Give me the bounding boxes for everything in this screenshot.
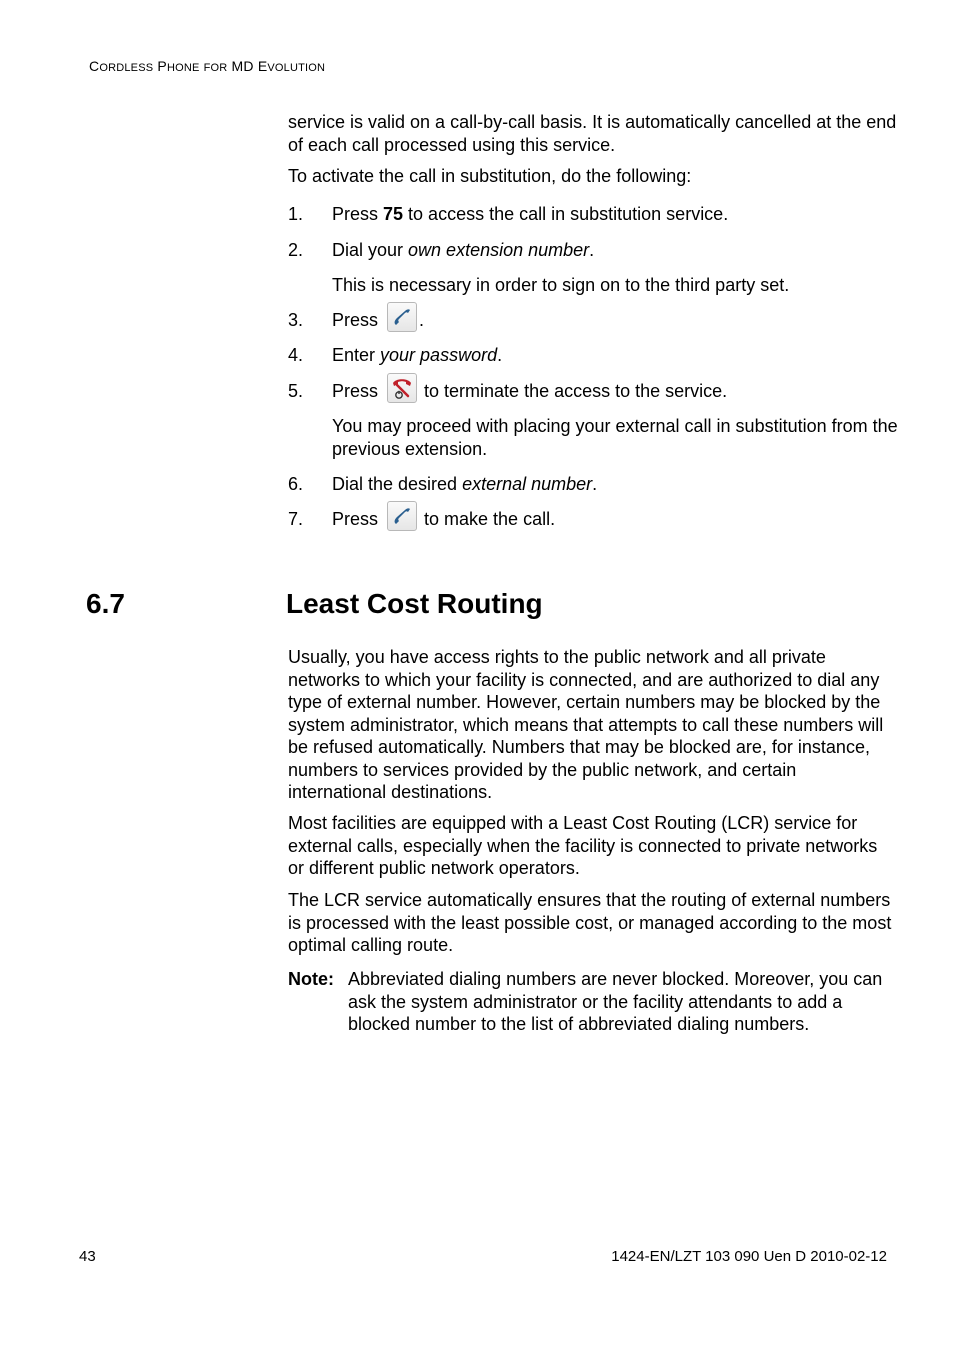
step-bold-code: 75: [383, 204, 404, 224]
step-text: [332, 344, 898, 367]
step-number: 1.: [288, 204, 304, 224]
section-paragraph-3: The LCR service automatically ensures that the routing of external numbers is processed with the least possible cost, or managed according to the most optimal calling route.: [288, 890, 892, 955]
running-header: [89, 58, 325, 74]
step-text: [332, 309, 898, 333]
header-word: FOR: [203, 62, 228, 74]
step-text-part: Enter: [332, 345, 381, 365]
step-text: [332, 239, 898, 262]
intro-paragraph-2: To activate the call in substitution, do the following:: [288, 166, 692, 186]
step-text-part: to terminate the access to the service.: [419, 381, 728, 401]
step-number: 2.: [288, 240, 304, 260]
phone-onhook-power-icon: [387, 373, 417, 403]
step-text-part: to access the call in substitution service.: [403, 204, 729, 224]
header-word: MD: [231, 58, 254, 74]
header-word: VOLUTION: [267, 62, 326, 74]
header-word: HONE: [166, 62, 200, 74]
header-word: ORDLESS: [99, 62, 154, 74]
step-text-part: .: [592, 474, 598, 494]
section-paragraph-1: Usually, you have access rights to the public network and all private networks to which your facility is connected, and are authorized to dial any type of external number. However, certain numbers may be blocked by the system administrator, which means that attempts to call these numbers will be refused automatically. Numbers that may be blocked are, for instance, numbers to services provided by the public network, and certain international destinations.: [288, 647, 884, 802]
step-italic: your password: [380, 345, 498, 365]
note-label: Note:: [288, 969, 334, 989]
phone-offhook-icon: [387, 501, 417, 531]
step-text: [332, 203, 898, 226]
header-letter: E: [257, 58, 268, 74]
step-italic: own extension number: [408, 240, 590, 260]
step-subtext: This is necessary in order to sign on to the third party set.: [332, 275, 790, 295]
step-subtext: You may proceed with placing your external call in substitution from the previous extension.: [332, 416, 898, 459]
header-letter: C: [89, 58, 100, 74]
step-text-part: Dial the desired: [332, 474, 463, 494]
document-id: 1424-EN/LZT 103 090 Uen D 2010-02-12: [611, 1248, 887, 1265]
page-number: 43: [79, 1248, 96, 1265]
note-text: Abbreviated dialing numbers are never blocked. Moreover, you can ask the system administrator or the facility attendants to add a blocked number to the list of abbreviated dialing numbers.: [348, 969, 883, 1034]
section-title: Least Cost Routing: [286, 588, 543, 619]
intro-paragraph-1: service is valid on a call-by-call basis. It is automatically cancelled at the end of each call processed using this service.: [288, 112, 897, 155]
step-text-part: Press: [332, 310, 384, 330]
step-italic: external number: [462, 474, 593, 494]
step-text-part: .: [419, 310, 425, 330]
section-paragraph-2: Most facilities are equipped with a Least Cost Routing (LCR) service for external calls, especially when the facility is connected to private networks or different public network operators.: [288, 813, 878, 878]
header-letter: P: [157, 58, 167, 74]
step-number: 3.: [288, 310, 304, 330]
phone-offhook-icon: [387, 302, 417, 332]
step-number: 4.: [288, 345, 304, 365]
step-text-part: .: [589, 240, 595, 260]
step-text-part: to make the call.: [419, 509, 556, 529]
step-text-part: Press: [332, 204, 384, 224]
step-text-part: .: [497, 345, 503, 365]
step-number: 6.: [288, 474, 304, 494]
step-text-part: Dial your: [332, 240, 409, 260]
step-text: [332, 380, 898, 404]
step-text: [332, 473, 898, 496]
step-number: 7.: [288, 509, 304, 529]
section-number: 6.7: [86, 588, 125, 619]
step-text-part: Press: [332, 509, 384, 529]
step-number: 5.: [288, 381, 304, 401]
step-text-part: Press: [332, 381, 384, 401]
step-text: [332, 508, 898, 532]
